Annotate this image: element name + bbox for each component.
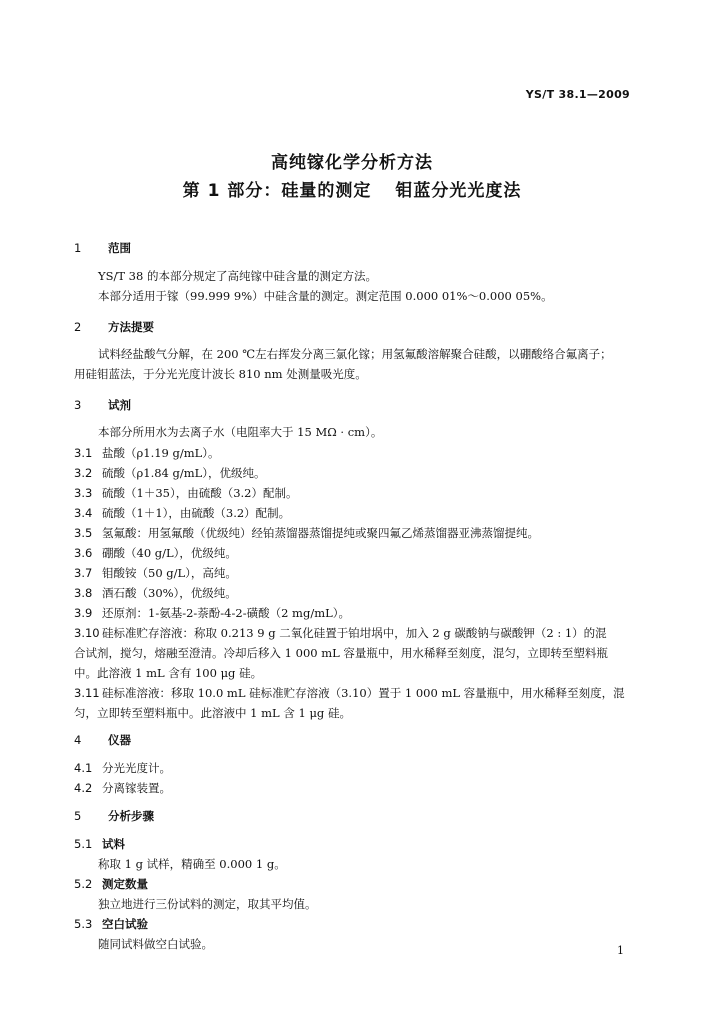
section-2-heading	[74, 319, 154, 335]
reagent-item: 3.8 酒石酸（30%），优级纯。	[74, 586, 237, 600]
section-title: 范围	[108, 241, 131, 255]
section-number: 5	[74, 809, 82, 823]
subtitle-part-1: 第 1 部分：硅量的测定	[182, 181, 372, 201]
section-number: 2	[74, 320, 82, 334]
reagent-item: 3.3 硫酸（1＋35），由硫酸（3.2）配制。	[74, 486, 298, 500]
reagent-item: 3.4 硫酸（1＋1），由硫酸（3.2）配制。	[74, 506, 291, 520]
reagent-item: 3.2 硫酸（ρ1.84 g/mL），优级纯。	[74, 466, 266, 480]
subsection-5-1-text: 称取 1 g 试样，精确至 0.000 1 g。	[98, 857, 286, 871]
subsection-5-1-heading: 5.1 试料	[74, 837, 125, 851]
subsection-5-3-text: 随同试料做空白试验。	[98, 937, 213, 951]
subsection-5-2-heading: 5.2 测定数量	[74, 877, 148, 891]
subsection-5-2-text: 独立地进行三份试料的测定，取其平均值。	[98, 897, 317, 911]
page-number: 1	[617, 944, 624, 957]
standard-number: YS/T 38.1—2009	[525, 88, 630, 101]
reagent-item-3-10-line-3: 中。此溶液 1 mL 含有 100 μg 硅。	[74, 666, 263, 680]
reagent-item-3-11-line-1: 3.11 硅标准溶液：移取 10.0 mL 硅标准贮存溶液（3.10）置于 1 000 mL 容量瓶中，用水稀释至刻度，混	[74, 686, 625, 700]
section-title: 分析步骤	[108, 809, 154, 823]
section-title: 试剂	[108, 398, 131, 412]
instrument-item: 4.1 分光光度计。	[74, 761, 171, 775]
reagent-item: 3.1 盐酸（ρ1.19 g/mL）。	[74, 446, 220, 460]
reagent-item-3-10-line-1: 3.10 硅标准贮存溶液：称取 0.213 9 g 二氧化硅置于铂坩埚中，加入 2 g 碳酸钠与碳酸钾（2 : 1）的混	[74, 626, 607, 640]
reagent-item: 3.6 硼酸（40 g/L），优级纯。	[74, 546, 237, 560]
section-number: 1	[74, 241, 82, 255]
reagent-item-3-10-line-2: 合试剂，搅匀，熔融至澄清。冷却后移入 1 000 mL 容量瓶中，用水稀释至刻度，混匀，立即转至塑料瓶	[74, 646, 608, 660]
section-1-para-1: YS/T 38 的本部分规定了高纯镓中硅含量的测定方法。	[98, 269, 377, 283]
section-title: 仪器	[108, 733, 131, 747]
reagent-item: 3.9 还原剂：1-氨基-2-萘酚-4-2-磺酸（2 mg/mL）。	[74, 606, 350, 620]
reagent-item: 3.5 氢氟酸：用氢氟酸（优级纯）经铂蒸馏器蒸馏提纯或聚四氟乙烯蒸馏器亚沸蒸馏提纯。	[74, 526, 539, 540]
section-number: 4	[74, 733, 82, 747]
section-2-para-line-2: 用硅钼蓝法，于分光光度计波长 810 nm 处测量吸光度。	[74, 367, 367, 381]
section-number: 3	[74, 398, 82, 412]
subsection-5-3-heading: 5.3 空白试验	[74, 917, 148, 931]
section-3-heading	[74, 397, 131, 413]
document-subtitle	[0, 176, 704, 201]
section-1-heading	[74, 240, 131, 256]
section-title: 方法提要	[108, 320, 154, 334]
section-5-heading	[74, 808, 154, 824]
instrument-item: 4.2 分离镓装置。	[74, 781, 171, 795]
section-1-para-2: 本部分适用于镓（99.999 9%）中硅含量的测定。测定范围 0.000 01%～0.000 05%。	[98, 289, 553, 303]
document-title: 高纯镓化学分析方法	[271, 153, 433, 173]
subtitle-part-2: 钼蓝分光光度法	[395, 181, 522, 201]
reagent-item-3-11-line-2: 匀，立即转至塑料瓶中。此溶液中 1 mL 含 1 μg 硅。	[74, 706, 351, 720]
section-3-intro: 本部分所用水为去离子水（电阻率大于 15 MΩ · cm）。	[98, 425, 383, 439]
section-4-heading	[74, 732, 131, 748]
section-2-para-line-1: 试料经盐酸气分解，在 200 ℃左右挥发分离三氯化镓；用氢氟酸溶解聚合硅酸，以硼酸络合氟离子；	[98, 347, 612, 361]
reagent-item: 3.7 钼酸铵（50 g/L），高纯。	[74, 566, 237, 580]
